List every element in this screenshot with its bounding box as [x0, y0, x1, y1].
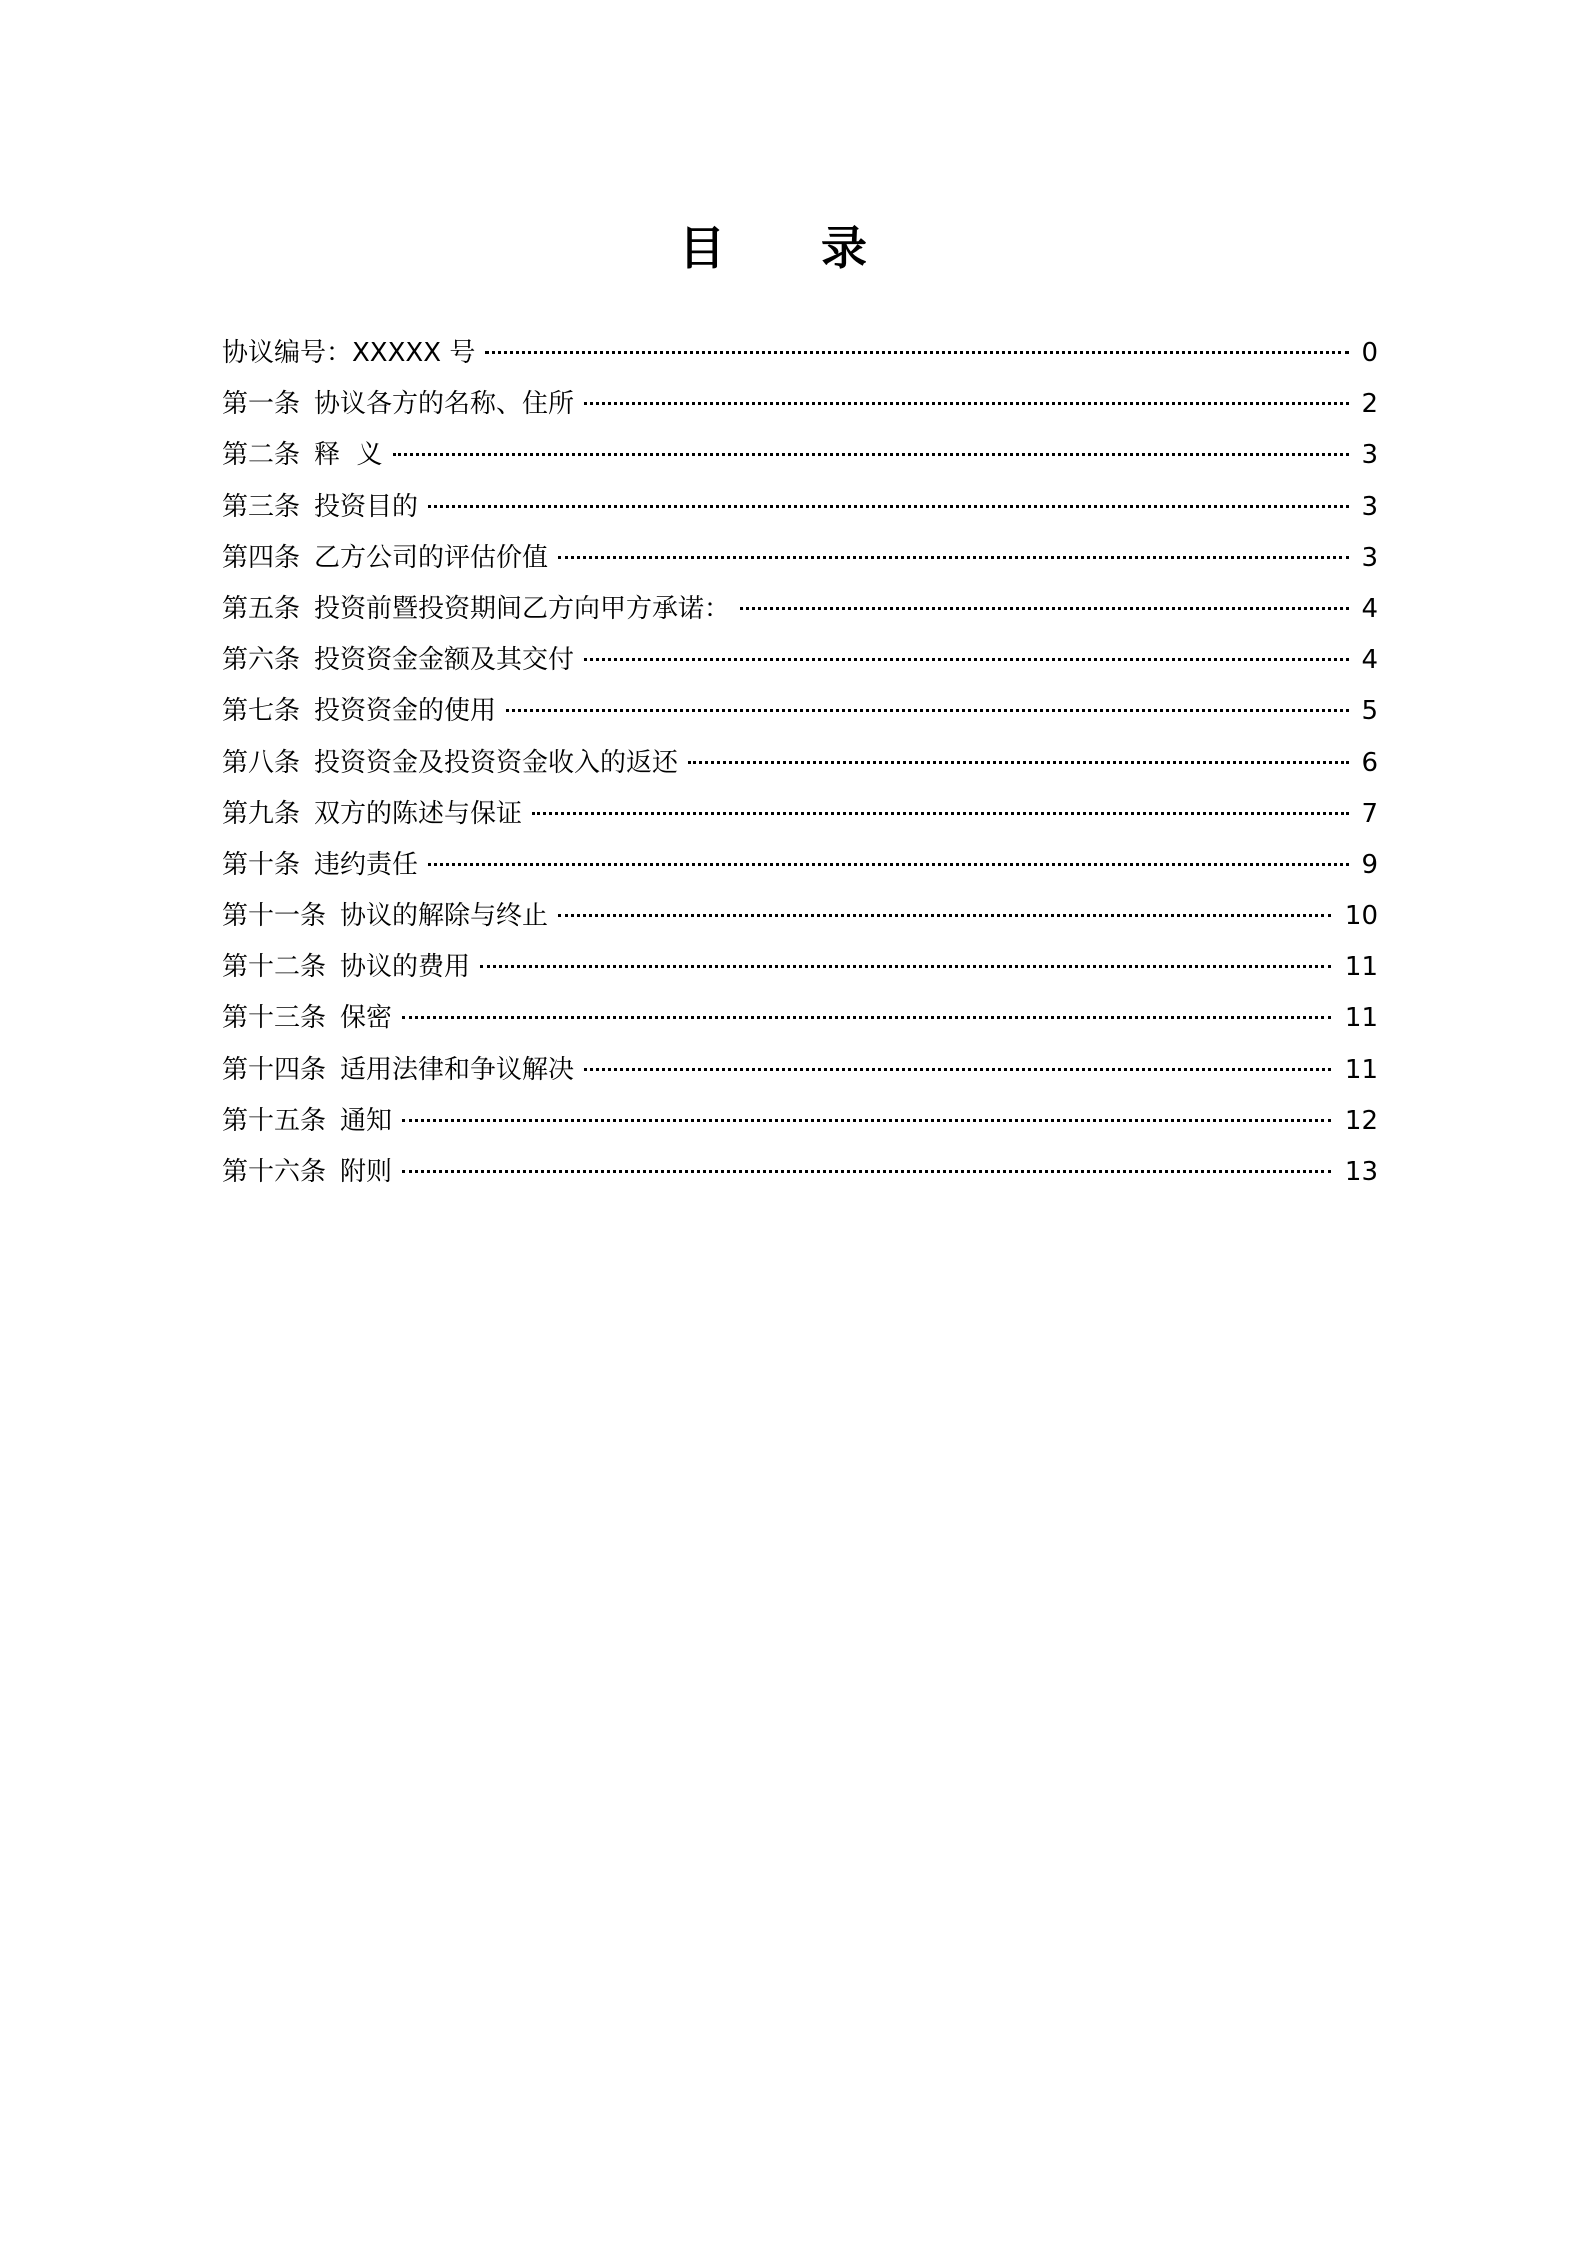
toc-entry[interactable]	[222, 738, 1378, 789]
toc-entry-number: 协议编号：XXXXX 号	[222, 338, 476, 368]
toc-leader-dots	[558, 914, 1331, 917]
toc-page-number: 6	[1361, 747, 1378, 778]
toc-page-number: 0	[1361, 338, 1378, 368]
toc-entry-number: 第三条	[222, 491, 301, 522]
toc-entry-number: 第十一条	[222, 901, 327, 932]
toc-entry[interactable]	[222, 1147, 1378, 1198]
toc-leader-dots	[584, 402, 1349, 405]
toc-entry-title: 投资资金金额及其交付	[314, 645, 575, 676]
toc-entry-number: 第五条	[222, 593, 301, 624]
toc-leader-dots	[558, 556, 1349, 559]
toc-entry-number: 第九条	[222, 798, 301, 829]
toc-leader-dots	[428, 863, 1349, 866]
toc-page-number: 12	[1344, 1105, 1378, 1136]
toc-entry-number: 第八条	[222, 747, 301, 778]
toc-leader-dots	[393, 453, 1350, 456]
toc-entry-number: 第十五条	[222, 1105, 327, 1136]
toc-entry-number: 第六条	[222, 645, 301, 676]
toc-entry[interactable]	[222, 840, 1378, 891]
toc-entry-title: 投资资金的使用	[314, 696, 497, 727]
toc-entry[interactable]	[222, 789, 1378, 840]
toc-page-number: 10	[1344, 901, 1378, 932]
toc-leader-dots	[688, 761, 1349, 764]
toc-entry-number: 第十二条	[222, 952, 327, 983]
toc-entry-title: 投资前暨投资期间乙方向甲方承诺：	[314, 593, 731, 624]
toc-entry[interactable]	[222, 942, 1378, 993]
toc-entry[interactable]	[222, 1096, 1378, 1147]
toc-page-number: 3	[1361, 542, 1378, 573]
toc-entry-number: 第十条	[222, 849, 301, 880]
toc-page-number: 11	[1344, 1054, 1378, 1085]
toc-entry-title: 协议的解除与终止	[340, 901, 549, 932]
toc-page-number: 4	[1361, 593, 1378, 624]
toc-entry-number: 第十三条	[222, 1003, 327, 1034]
toc-leader-dots	[402, 1170, 1331, 1173]
toc-page-number: 11	[1344, 1003, 1378, 1034]
toc-entry-title: 释 义	[314, 440, 383, 471]
toc-leader-dots	[584, 658, 1349, 661]
toc-leader-dots	[402, 1119, 1331, 1122]
toc-entry-title: 附则	[340, 1157, 393, 1187]
toc-page-number: 3	[1361, 440, 1378, 471]
toc-page-number: 2	[1361, 389, 1378, 420]
toc-page-number: 4	[1361, 645, 1378, 676]
toc-entry-title: 保密	[340, 1003, 393, 1034]
toc-entry-title: 协议的费用	[340, 952, 471, 983]
toc-entry-title: 投资目的	[314, 491, 419, 522]
toc-leader-dots	[506, 709, 1349, 712]
toc-entry[interactable]	[222, 328, 1378, 379]
toc-entry-number: 第十六条	[222, 1157, 327, 1187]
toc-entry-title: 协议各方的名称、住所	[314, 389, 575, 420]
toc-entry-title: 乙方公司的评估价值	[314, 542, 549, 573]
toc-leader-dots	[584, 1068, 1331, 1071]
toc-entry[interactable]	[222, 635, 1378, 686]
toc-entry-number: 第二条	[222, 440, 301, 471]
toc-entry-number: 第七条	[222, 696, 301, 727]
toc-leader-dots	[532, 812, 1349, 815]
toc-entry-title: 违约责任	[314, 849, 419, 880]
toc-leader-dots	[485, 351, 1349, 354]
toc-entry-title: 适用法律和争议解决	[340, 1054, 575, 1085]
toc-leader-dots	[740, 607, 1349, 610]
toc-entry-number: 第四条	[222, 542, 301, 573]
toc-entry[interactable]	[222, 430, 1378, 481]
toc-entry[interactable]	[222, 379, 1378, 430]
table-of-contents	[222, 328, 1378, 1198]
toc-entry[interactable]	[222, 533, 1378, 584]
toc-entry[interactable]	[222, 686, 1378, 737]
toc-entry-title: 双方的陈述与保证	[314, 798, 523, 829]
page-title: 目 录	[678, 221, 907, 275]
toc-entry-number: 第一条	[222, 389, 301, 420]
toc-page-number: 5	[1361, 696, 1378, 727]
toc-page-number: 7	[1361, 798, 1378, 829]
toc-entry[interactable]	[222, 584, 1378, 635]
toc-page-number: 11	[1344, 952, 1378, 983]
toc-entry[interactable]	[222, 891, 1378, 942]
toc-page-number: 9	[1361, 849, 1378, 880]
toc-page-number: 3	[1361, 491, 1378, 522]
toc-page-number: 13	[1344, 1157, 1378, 1187]
toc-entry-title: 投资资金及投资资金收入的返还	[314, 747, 679, 778]
toc-leader-dots	[428, 505, 1349, 508]
toc-entry[interactable]	[222, 993, 1378, 1044]
toc-leader-dots	[480, 965, 1331, 968]
toc-entry[interactable]	[222, 1045, 1378, 1096]
toc-entry-number: 第十四条	[222, 1054, 327, 1085]
toc-entry-title: 通知	[340, 1105, 393, 1136]
toc-leader-dots	[402, 1016, 1331, 1019]
toc-entry[interactable]	[222, 482, 1378, 533]
